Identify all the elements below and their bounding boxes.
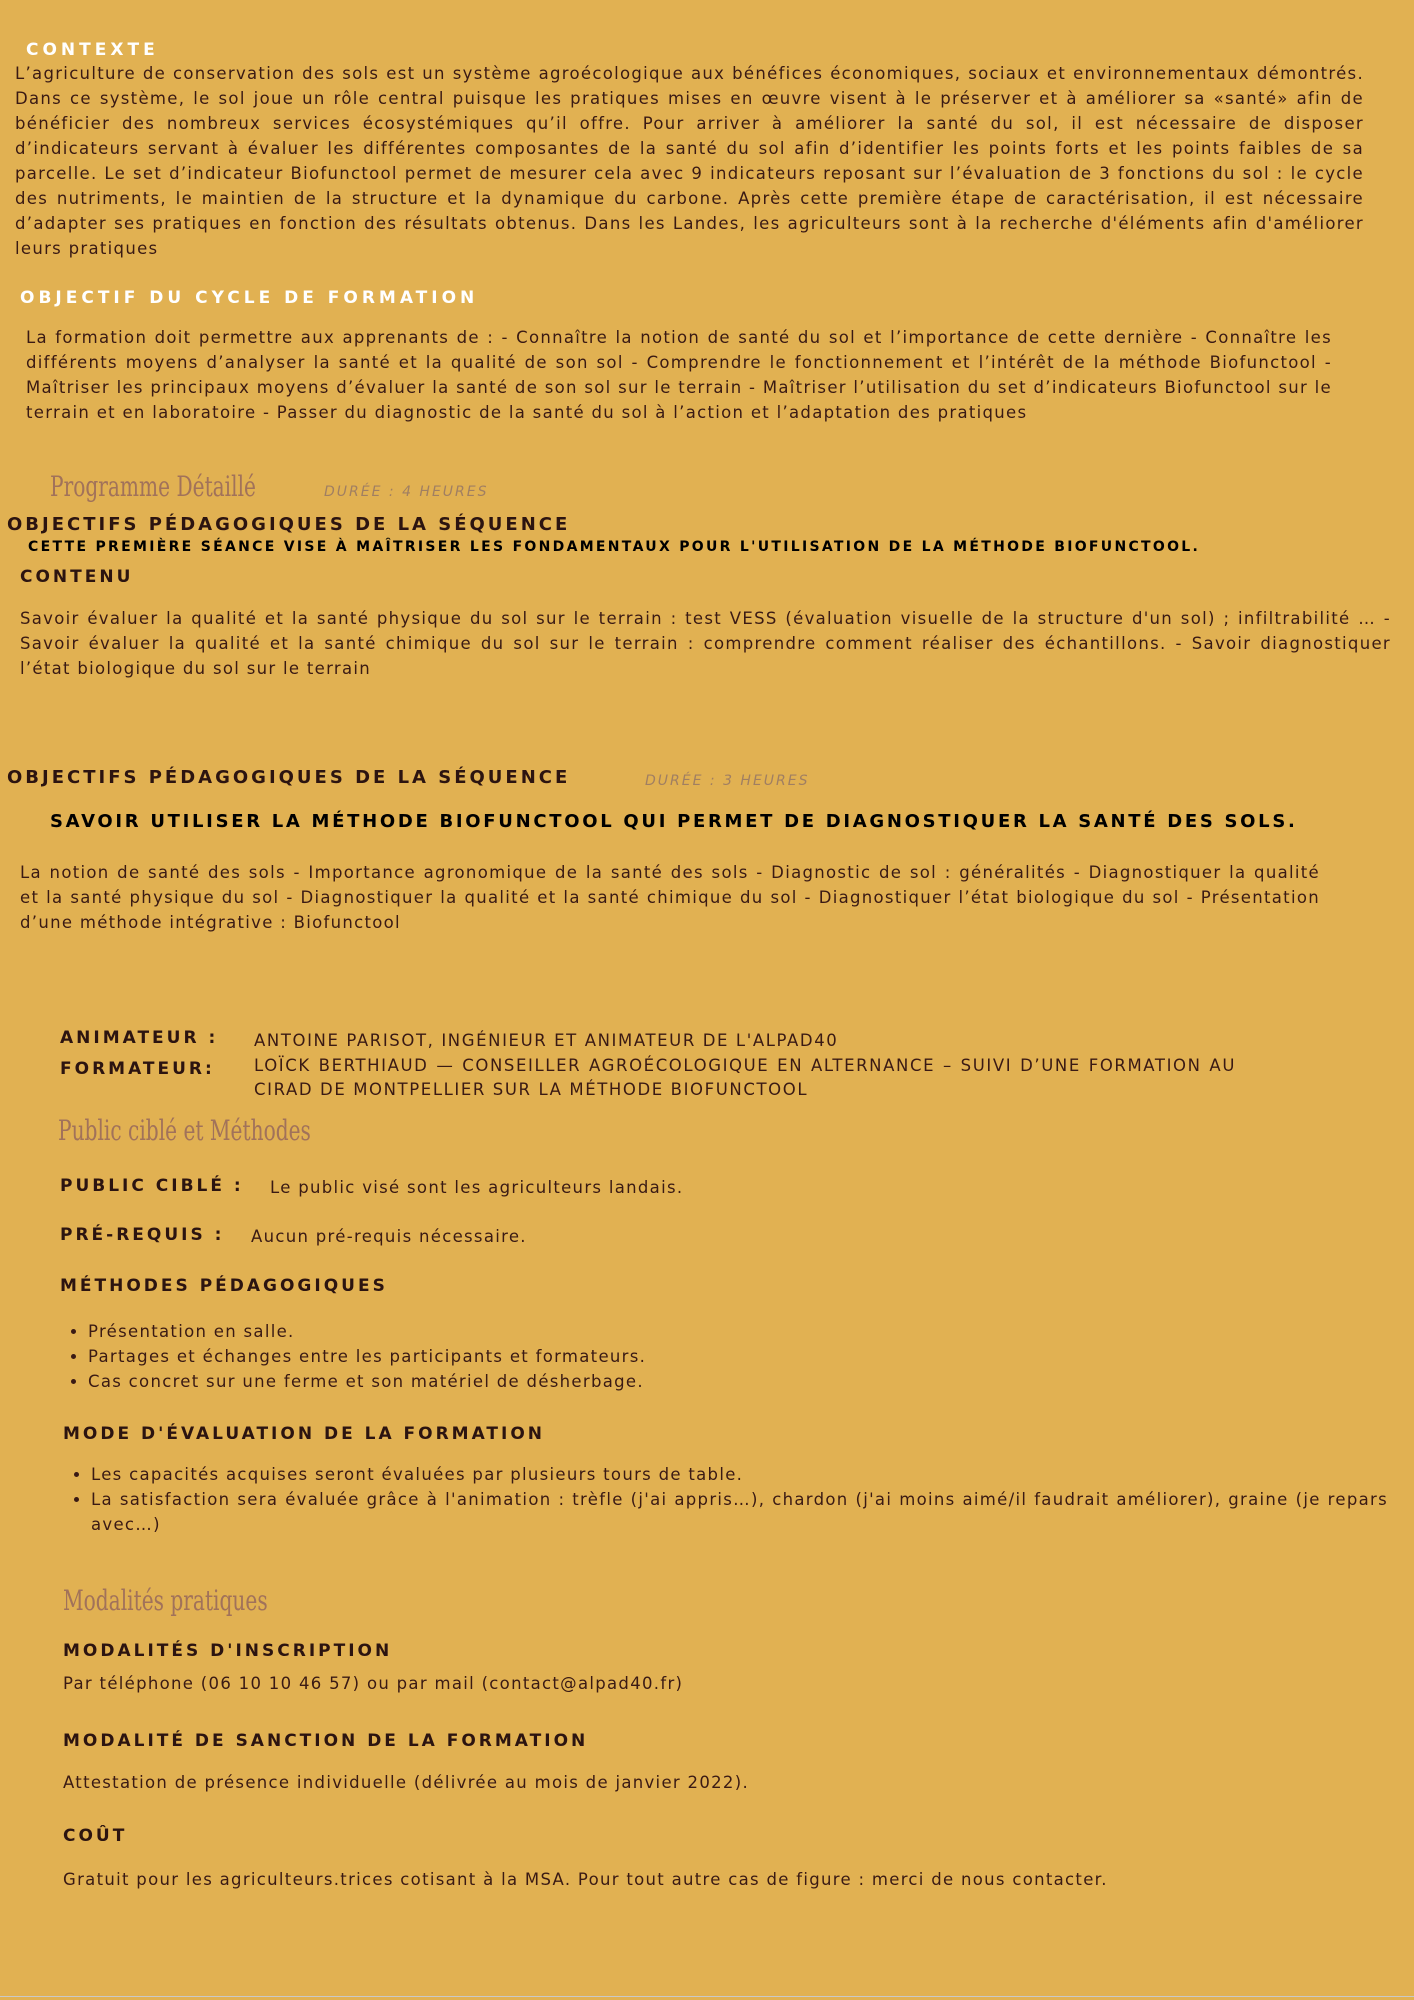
list-item: • Les capacités acquises seront évaluées par plusieurs tours de table. (91, 1462, 1388, 1487)
seq1-duree: DURÉE : 4 HEURES (324, 484, 489, 500)
public-cible-label: PUBLIC CIBLÉ : (60, 1176, 244, 1196)
contexte-text: L’agriculture de conservation des sols est un système agroécologique aux bénéfices économiques, sociaux et environnementaux démontrés. Dans ce système, le sol joue un rôle central puisque les pratiques mises en œuvre visent à le préserver et à améliorer sa «santé» afin de bénéficier des nombreux services écosystémiques qu’il offre. Pour arriver à améliorer la santé du sol, il est nécessaire de disposer d’indicateurs servant à évaluer les différentes composantes de la santé du sol afin d’identifier les points forts et les points faibles de sa parcelle. Le set d’indicateur Biofunctool permet de mesurer cela avec 9 indicateurs reposant sur l’évaluation de 3 fonctions du sol : le cycle des nutriments, le maintien de la structure et la dynamique du carbone. Après cette première étape de caractérisation, il est nécessaire d’adapter ses pratiques en fonction des résultats obtenus. Dans les Landes, les agriculteurs sont à la recherche d'éléments afin d'améliorer leurs pratiques (15, 64, 1364, 258)
list-item: • Partages et échanges entre les participants et formateurs. (88, 1344, 1388, 1369)
seq1-heading: OBJECTIFS PÉDAGOGIQUES DE LA SÉQUENCE (7, 514, 571, 535)
contexte-heading: CONTEXTE (26, 40, 159, 60)
seq2-duree: DURÉE : 3 HEURES (645, 773, 810, 789)
evaluation-list (67, 1462, 1388, 1537)
page-bottom-divider (0, 1996, 1414, 1997)
methodes-list (64, 1319, 1388, 1394)
programme-title: Programme Détaillé (50, 470, 256, 503)
contenu-label: CONTENU (20, 567, 134, 587)
inscription-heading: MODALITÉS D'INSCRIPTION (63, 1641, 393, 1661)
methodes-heading: MÉTHODES PÉDAGOGIQUES (60, 1276, 388, 1296)
seq1-subheading: CETTE PREMIÈRE SÉANCE VISE À MAÎTRISER LES FONDAMENTAUX POUR L'UTILISATION DE LA MÉTHODE BIOFUNCTOOL. (28, 539, 1201, 555)
animateur-label: ANIMATEUR : (60, 1028, 219, 1048)
cout-text: Gratuit pour les agriculteurs.trices cotisant à la MSA. Pour tout autre cas de figure : merci de nous contacter. (63, 1870, 1108, 1889)
seq2-text: La notion de santé des sols - Importance agronomique de la santé des sols - Diagnostic de sol : généralités - Diagnostiquer la qualité et la santé physique du sol - Diagnostiquer la qualité et la santé chimique du sol - Diagnostiquer l’état biologique du sol - Présentation d’une méthode intégrative : Biofunctool (20, 863, 1320, 932)
seq2-subheading: SAVOIR UTILISER LA MÉTHODE BIOFUNCTOOL QUI PERMET DE DIAGNOSTIQUER LA SANTÉ DES SOLS. (50, 811, 1298, 832)
animateur-value: ANTOINE PARISOT, INGÉNIEUR ET ANIMATEUR DE L'ALPAD40 (254, 1031, 839, 1050)
prerequis-label: PRÉ-REQUIS : (60, 1225, 225, 1245)
sanction-heading: MODALITÉ DE SANCTION DE LA FORMATION (63, 1731, 589, 1751)
inscription-text: Par téléphone (06 10 10 46 57) ou par mail (contact@alpad40.fr) (63, 1674, 684, 1693)
public-cible-value: Le public visé sont les agriculteurs landais. (270, 1178, 684, 1197)
formateur-label: FORMATEUR: (60, 1059, 215, 1079)
objectif-cycle-text: La formation doit permettre aux apprenants de : - Connaître la notion de santé du sol et l’importance de cette dernière - Connaître les différents moyens d’analyser la santé et la qualité de son sol - Comprendre le fonctionnement et l’intérêt de la méthode Biofunctool - Maîtriser les principaux moyens d’évaluer la santé de son sol sur le terrain - Maîtriser l’utilisation du set d’indicateurs Biofunctool sur le terrain et en laboratoire - Passer du diagnostic de la santé du sol à l’action et l’adaptation des pratiques (26, 328, 1332, 422)
list-item: • Présentation en salle. (88, 1319, 1388, 1344)
public-title: Public ciblé et Méthodes (58, 1114, 311, 1147)
seq1-text: Savoir évaluer la qualité et la santé physique du sol sur le terrain : test VESS (évaluation visuelle de la structure d'un sol) ; infiltrabilité … - Savoir évaluer la qualité et la santé chimique du sol sur le terrain : comprendre comment réaliser des échantillons. - Savoir diagnostiquer l’état biologique du sol sur le terrain (20, 609, 1391, 678)
prerequis-value: Aucun pré-requis nécessaire. (251, 1227, 527, 1246)
sanction-text: Attestation de présence individuelle (délivrée au mois de janvier 2022). (63, 1773, 749, 1792)
list-item: • Cas concret sur une ferme et son matériel de désherbage. (88, 1369, 1388, 1394)
modalites-title: Modalités pratiques (63, 1584, 268, 1617)
list-item: • La satisfaction sera évaluée grâce à l'animation : trèfle (j'ai appris…), chardon (j'ai moins aimé/il faudrait améliorer), graine (je repars avec…) (91, 1487, 1388, 1537)
seq2-heading: OBJECTIFS PÉDAGOGIQUES DE LA SÉQUENCE (7, 767, 571, 788)
formateur-value: LOÏCK BERTHIAUD — CONSEILLER AGROÉCOLOGIQUE EN ALTERNANCE – SUIVI D’UNE FORMATION AU CIRAD DE MONTPELLIER SUR LA MÉTHODE BIOFUNCTOOL (254, 1056, 1236, 1099)
objectif-cycle-heading: OBJECTIF DU CYCLE DE FORMATION (20, 288, 479, 308)
evaluation-heading: MODE D'ÉVALUATION DE LA FORMATION (63, 1424, 546, 1444)
cout-heading: COÛT (63, 1826, 128, 1846)
